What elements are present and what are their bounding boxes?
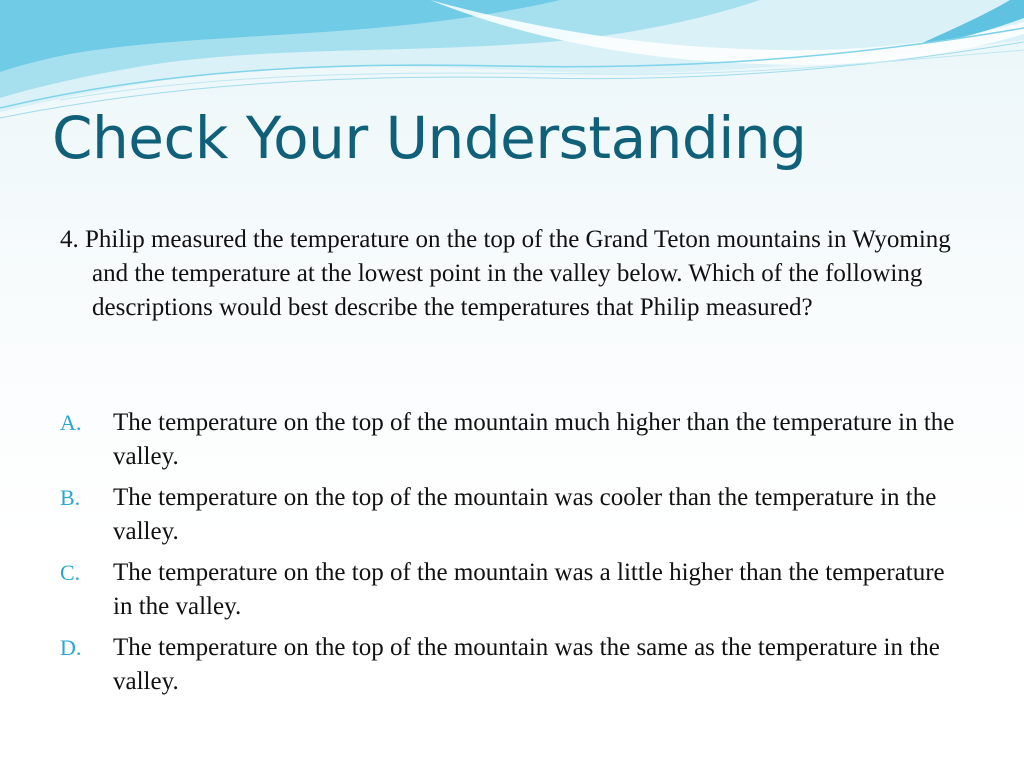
answer-options	[60, 406, 960, 706]
option-text: The temperature on the top of the mountain much higher than the temperature in the valley.	[113, 409, 955, 470]
option-text: The temperature on the top of the mountain was the same as the temperature in the valley.	[113, 634, 940, 695]
answer-option-c	[60, 556, 960, 624]
question-text: 4. Philip measured the temperature on the top of the Grand Teton mountains in Wyoming and the temperature at the lowest point in the valley below. Which of the following descriptions would best describe the temperatures that Philip measured?	[60, 226, 951, 321]
answer-option-d	[60, 631, 960, 699]
slide-title: Check Your Understanding	[52, 104, 807, 172]
option-letter: C.	[60, 560, 81, 585]
option-text: The temperature on the top of the mountain was cooler than the temperature in the valley.	[113, 484, 937, 545]
option-letter: A.	[60, 410, 82, 435]
answer-option-a	[60, 406, 960, 474]
option-letter: B.	[60, 485, 81, 510]
option-text: The temperature on the top of the mountain was a little higher than the temperature in the valley.	[113, 559, 945, 620]
answer-option-b	[60, 481, 960, 549]
option-letter: D.	[60, 635, 82, 660]
